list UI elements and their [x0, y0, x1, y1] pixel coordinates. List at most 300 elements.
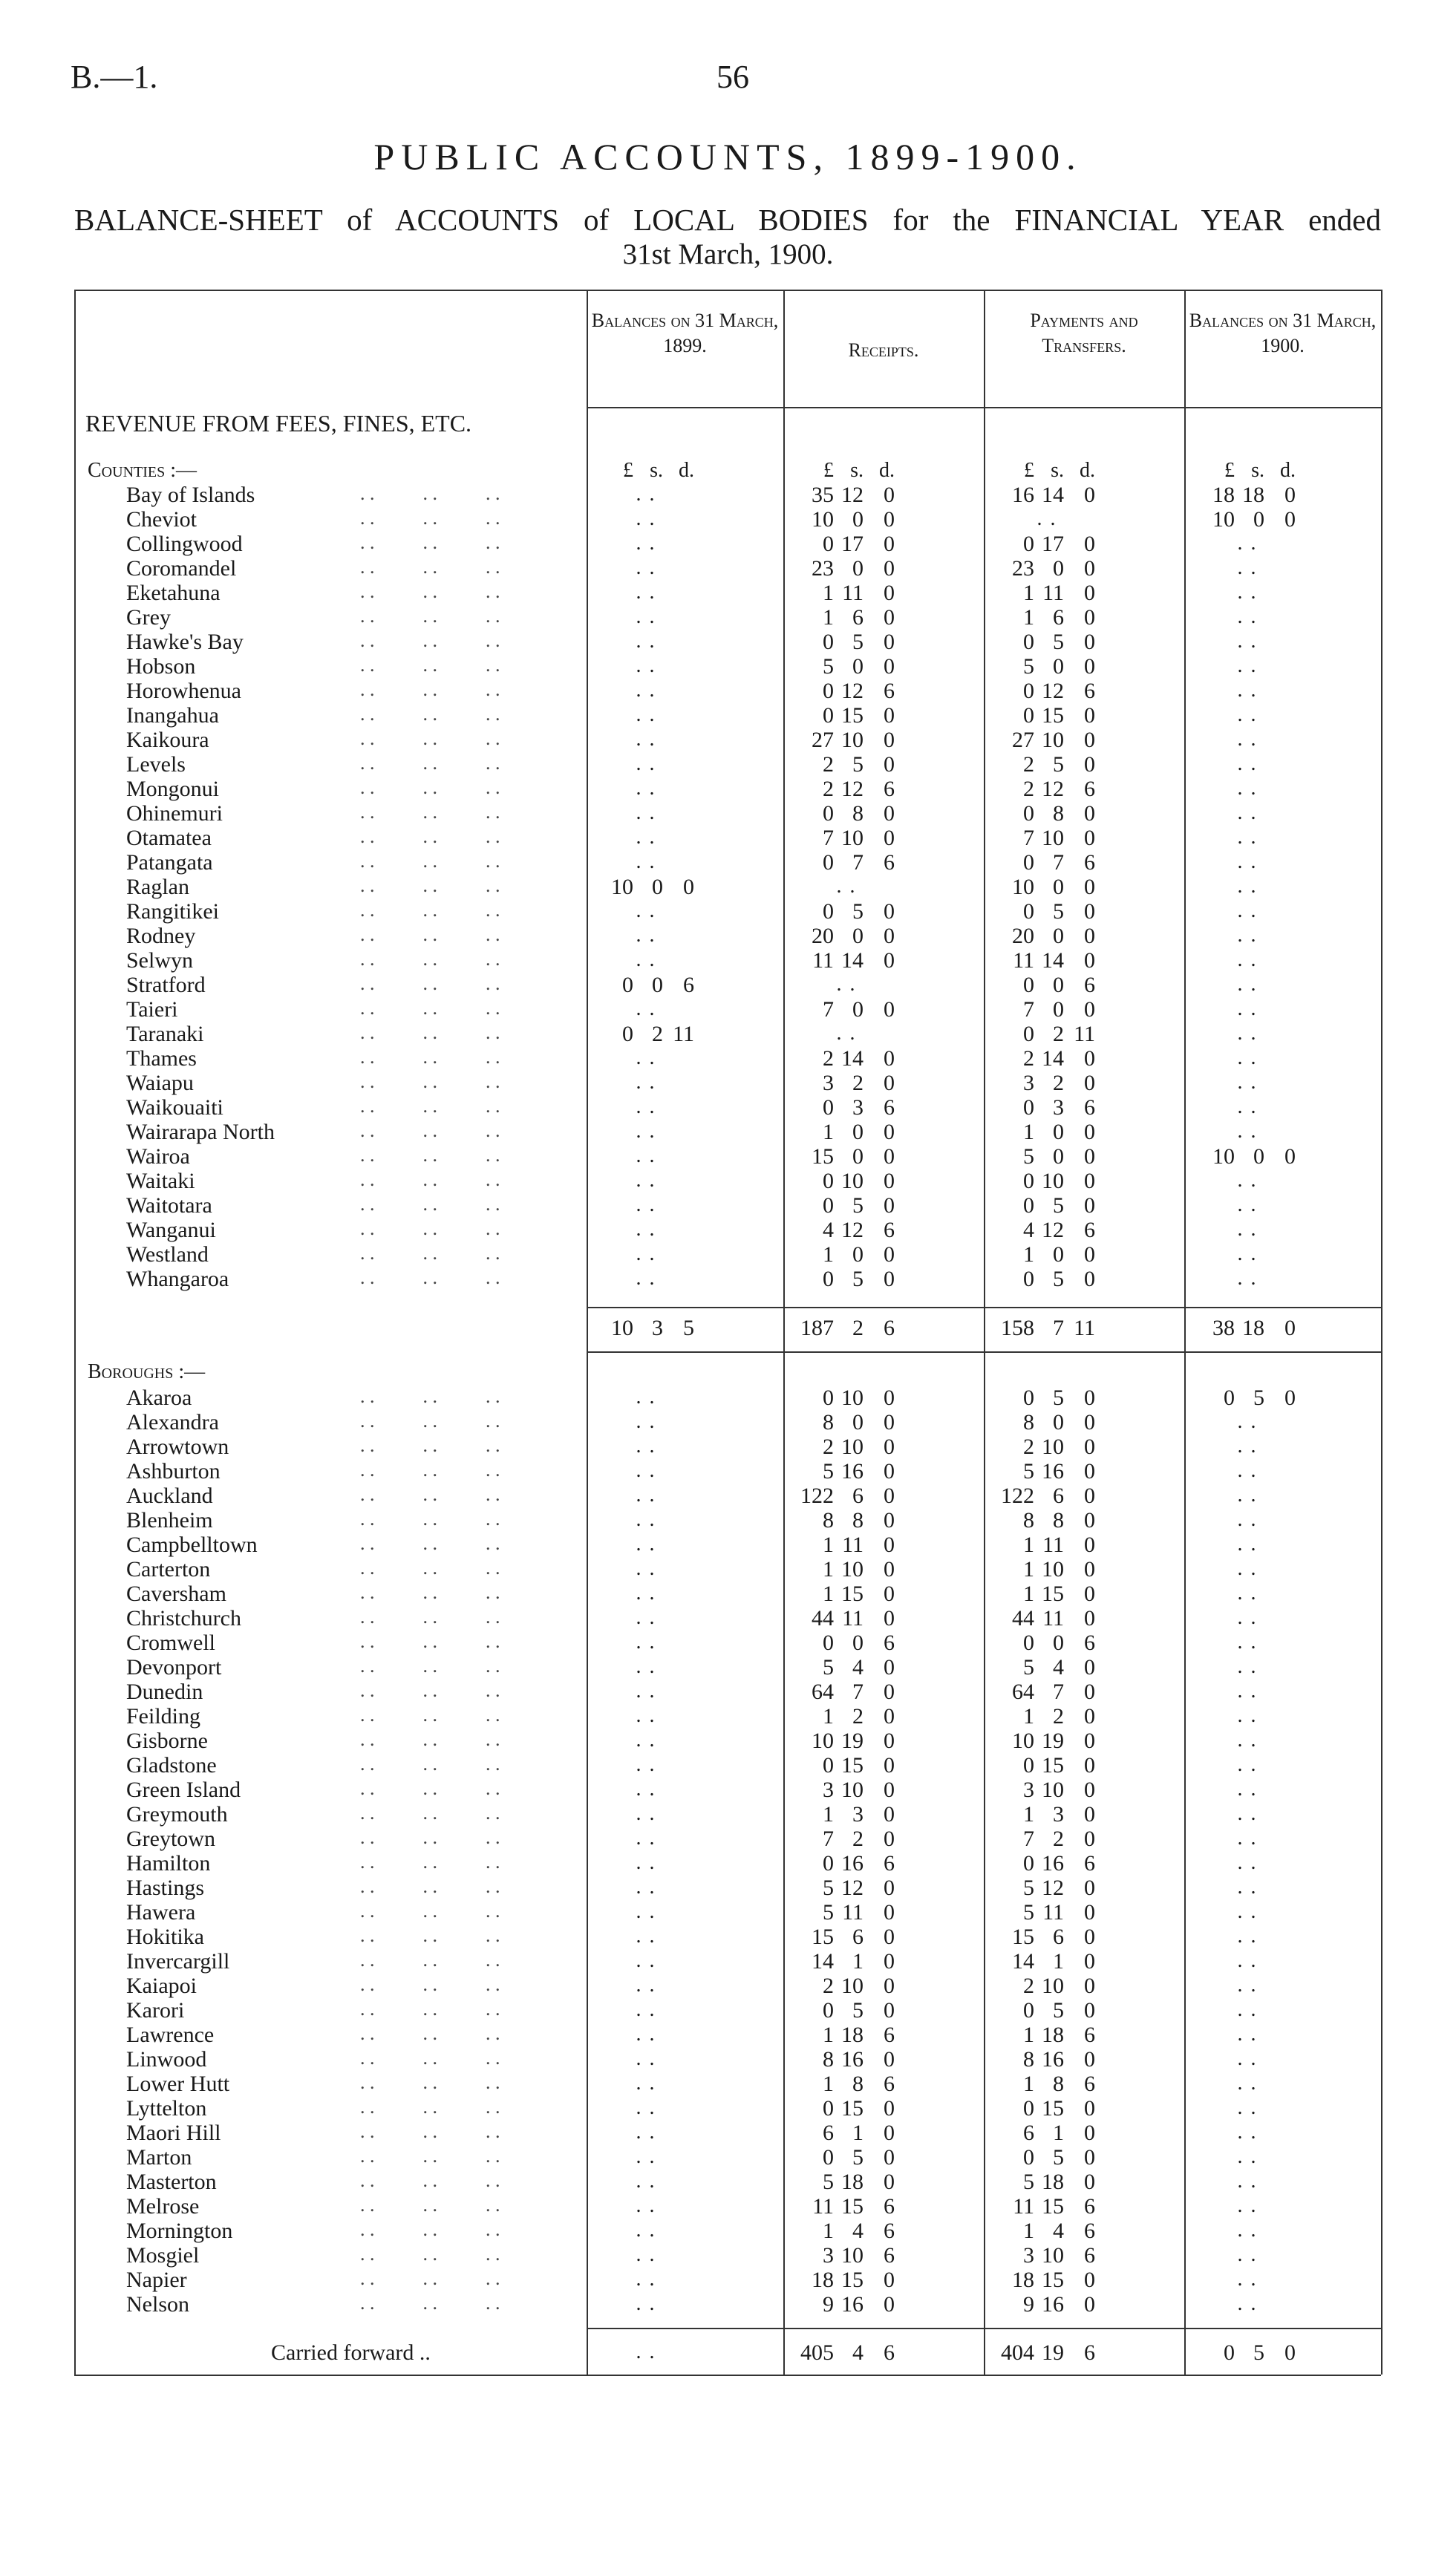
- leader-dots: . . . . . .: [360, 1998, 500, 2020]
- receipts-amount: [798, 1386, 895, 1410]
- carried-forward-payments-pounds: 404: [1001, 2340, 1034, 2365]
- header-balances-1900: Balances on 31 March, 1900.: [1189, 310, 1377, 356]
- balance-1899-pence: 6: [683, 973, 694, 997]
- payments-pounds: 1: [1023, 1802, 1034, 1827]
- receipts-pounds: 0: [823, 850, 834, 875]
- payments-pounds: 8: [1023, 1508, 1034, 1533]
- currency-unit: d.: [1080, 459, 1095, 482]
- payments-pounds: 0: [1023, 1193, 1034, 1218]
- borough-row-name: Green Island: [126, 1778, 241, 1802]
- balance-1900-blank: . .: [1237, 679, 1258, 702]
- payments-amount: [999, 2096, 1095, 2121]
- receipts-pounds: 0: [823, 1193, 834, 1218]
- receipts-shillings: 15: [841, 1582, 864, 1606]
- receipts-pounds: 9: [823, 2292, 834, 2317]
- payments-pounds: 2: [1023, 777, 1034, 801]
- receipts-pounds: 5: [823, 1900, 834, 1925]
- payments-amount: [999, 2194, 1095, 2219]
- payments-shillings: 11: [1042, 1606, 1064, 1631]
- balance-1900-blank: . .: [1237, 1876, 1258, 1899]
- receipts-amount: [798, 1778, 895, 1802]
- receipts-shillings: 10: [841, 1386, 864, 1410]
- receipts-pounds: 0: [823, 2145, 834, 2170]
- header-receipts: Receipts.: [848, 339, 919, 361]
- borough-row-name: Gladstone: [126, 1753, 217, 1778]
- balance-1899-blank: . .: [636, 1267, 656, 1290]
- county-total-b1900-pence: 0: [1284, 1316, 1296, 1340]
- payments-amount: [999, 1925, 1095, 1949]
- balance-1899-blank: . .: [636, 1655, 656, 1678]
- leader-dots: . . . . . .: [360, 2023, 500, 2044]
- payments-pence: 0: [1084, 1508, 1095, 1533]
- payments-pence: 0: [1084, 752, 1095, 777]
- balance-1900-blank: . .: [1237, 1022, 1258, 1045]
- balance-1900-blank: . .: [1237, 850, 1258, 873]
- receipts-pounds: 1: [823, 1242, 834, 1267]
- payments-amount: [999, 1851, 1095, 1876]
- receipts-shillings: 16: [841, 2292, 864, 2317]
- payments-amount: [999, 1900, 1095, 1925]
- receipts-amount: [798, 1169, 895, 1193]
- county-row-name: Stratford: [126, 973, 206, 997]
- county-row-name: Wairarapa North: [126, 1120, 275, 1144]
- balance-1899-blank: . .: [636, 556, 656, 579]
- leader-dots: . . . . . .: [360, 1218, 500, 1239]
- receipts-shillings: 5: [852, 1193, 864, 1218]
- payments-shillings: 0: [1053, 997, 1064, 1022]
- payments-amount: [999, 752, 1095, 777]
- receipts-shillings: 2: [852, 1827, 864, 1851]
- payments-pounds: 20: [1012, 924, 1034, 948]
- leader-dots: . . . . . .: [360, 1851, 500, 1873]
- payments-amount: [999, 679, 1095, 703]
- balance-1900-blank: . .: [1237, 1753, 1258, 1776]
- balance-1900-blank: . .: [1237, 2096, 1258, 2119]
- balance-1899-blank: . .: [636, 1778, 656, 1801]
- county-total-receipts-pounds: 187: [800, 1316, 834, 1340]
- payments-pounds: 1: [1023, 1533, 1034, 1557]
- payments-shillings: 10: [1042, 1435, 1064, 1459]
- receipts-amount: [798, 1974, 895, 1998]
- receipts-shillings: 0: [852, 1631, 864, 1655]
- receipts-amount: [798, 1631, 895, 1655]
- receipts-shillings: 16: [841, 2047, 864, 2072]
- payments-amount: [999, 1144, 1095, 1169]
- receipts-shillings: 3: [852, 1802, 864, 1827]
- receipts-amount: [798, 1095, 895, 1120]
- leader-dots: . . . . . .: [360, 654, 500, 676]
- balance-1900-blank: . .: [1237, 1974, 1258, 1997]
- balance-1899-pence: 11: [673, 1022, 694, 1046]
- balance-1900-blank: . .: [1237, 2292, 1258, 2315]
- balance-1900-shillings: 0: [1253, 507, 1264, 532]
- payments-pounds: 11: [1013, 948, 1034, 973]
- page-number: 56: [716, 59, 749, 95]
- county-row-name: Eketahuna: [126, 581, 221, 605]
- balance-1899-blank: . .: [636, 1533, 656, 1556]
- receipts-amount: [798, 2170, 895, 2194]
- receipts-pounds: 2: [823, 1435, 834, 1459]
- payments-shillings: 18: [1042, 2170, 1064, 2194]
- balance-1900-blank: . .: [1237, 1949, 1258, 1972]
- receipts-pence: 0: [884, 1484, 895, 1508]
- receipts-shillings: 10: [841, 1974, 864, 1998]
- receipts-pence: 0: [884, 924, 895, 948]
- payments-pence: 0: [1084, 801, 1095, 826]
- receipts-amount: [798, 507, 895, 532]
- balance-1899-blank: . .: [636, 630, 656, 653]
- leader-dots: . . . . . .: [360, 1022, 500, 1043]
- balance-1900-pounds: 10: [1212, 1144, 1235, 1169]
- payments-pence: 0: [1084, 1974, 1095, 1998]
- receipts-amount: [798, 2096, 895, 2121]
- leader-dots: . . . . . .: [360, 924, 500, 945]
- payments-pence: 11: [1074, 1022, 1095, 1046]
- receipts-pence: 0: [884, 1046, 895, 1071]
- balance-1900-blank: . .: [1237, 899, 1258, 922]
- payments-shillings: 1: [1053, 1949, 1064, 1974]
- payments-amount: [999, 1876, 1095, 1900]
- borough-row-name: Christchurch: [126, 1606, 241, 1631]
- borough-row-name: Arrowtown: [126, 1435, 229, 1459]
- receipts-shillings: 2: [852, 1704, 864, 1729]
- receipts-pence: 0: [884, 801, 895, 826]
- receipts-pence: 0: [884, 483, 895, 507]
- currency-unit: d.: [1280, 459, 1296, 482]
- payments-amount: [999, 1218, 1095, 1242]
- receipts-amount: [798, 1655, 895, 1680]
- receipts-pounds: 2: [823, 752, 834, 777]
- receipts-pence: 0: [884, 1144, 895, 1169]
- payments-pence: 0: [1084, 1410, 1095, 1435]
- receipts-shillings: 8: [852, 2072, 864, 2096]
- leader-dots: . . . . . .: [360, 1533, 500, 1554]
- balance-1900-blank: . .: [1237, 1704, 1258, 1727]
- county-row-name: Ohinemuri: [126, 801, 223, 826]
- receipts-pounds: 0: [823, 1267, 834, 1291]
- receipts-shillings: 10: [841, 1778, 864, 1802]
- balance-1899-blank: . .: [636, 1606, 656, 1629]
- leader-dots: . . . . . .: [360, 1631, 500, 1652]
- balance-1900-blank: . .: [1237, 801, 1258, 824]
- payments-shillings: 15: [1042, 703, 1064, 728]
- leader-dots: . . . . . .: [360, 777, 500, 798]
- receipts-shillings: 12: [841, 679, 864, 703]
- county-row-name: Kaikoura: [126, 728, 209, 752]
- receipts-amount: [798, 2121, 895, 2145]
- receipts-pounds: 0: [823, 1631, 834, 1655]
- balance-1900-amount: [1199, 1144, 1296, 1169]
- county-row-name: Mongonui: [126, 777, 220, 801]
- payments-pounds: 0: [1023, 1095, 1034, 1120]
- receipts-amount: [798, 1242, 895, 1267]
- payments-pounds: 5: [1023, 1900, 1034, 1925]
- payments-shillings: 5: [1053, 1998, 1064, 2023]
- payments-pence: 6: [1084, 850, 1095, 875]
- balance-1900-amount: [1199, 483, 1296, 507]
- payments-pence: 0: [1084, 1704, 1095, 1729]
- payments-amount: [999, 2145, 1095, 2170]
- receipts-blank: . .: [836, 1022, 857, 1045]
- currency-units-row: [598, 459, 694, 483]
- county-row-name: Cheviot: [126, 507, 197, 532]
- payments-amount: [999, 1606, 1095, 1631]
- receipts-pence: 0: [884, 1386, 895, 1410]
- receipts-amount: [798, 532, 895, 556]
- leader-dots: . . . . . .: [360, 679, 500, 700]
- receipts-shillings: 11: [842, 1606, 864, 1631]
- currency-unit: s.: [1051, 459, 1064, 482]
- receipts-pence: 0: [884, 997, 895, 1022]
- receipts-pence: 0: [884, 1557, 895, 1582]
- borough-row-name: Devonport: [126, 1655, 222, 1680]
- balance-1899-blank: . .: [636, 483, 656, 506]
- receipts-shillings: 17: [841, 532, 864, 556]
- leader-dots: . . . . . .: [360, 2268, 500, 2289]
- payments-pounds: 0: [1023, 2096, 1034, 2121]
- receipts-pence: 0: [884, 728, 895, 752]
- leader-dots: . . . . . .: [360, 826, 500, 847]
- payments-amount: [999, 850, 1095, 875]
- payments-shillings: 11: [1042, 581, 1064, 605]
- receipts-pence: 0: [884, 1876, 895, 1900]
- receipts-pence: 0: [884, 2292, 895, 2317]
- county-row-name: Waiapu: [126, 1071, 194, 1095]
- payments-pounds: 3: [1023, 2243, 1034, 2268]
- payments-pence: 0: [1084, 532, 1095, 556]
- balance-1899-blank: . .: [636, 1802, 656, 1825]
- document-reference: B.—1.: [71, 59, 158, 95]
- receipts-pence: 0: [884, 1533, 895, 1557]
- receipts-pounds: 18: [812, 2268, 834, 2292]
- payments-pence: 0: [1084, 581, 1095, 605]
- leader-dots: . . . . . .: [360, 899, 500, 921]
- receipts-amount: [798, 1046, 895, 1071]
- receipts-shillings: 1: [852, 2121, 864, 2145]
- county-row-name: Wanganui: [126, 1218, 216, 1242]
- balance-1899-amount: [598, 875, 694, 899]
- balance-1900-blank: . .: [1237, 826, 1258, 849]
- receipts-amount: [798, 1949, 895, 1974]
- payments-shillings: 5: [1053, 1193, 1064, 1218]
- receipts-pence: 0: [884, 1242, 895, 1267]
- balance-1900-blank: . .: [1237, 924, 1258, 947]
- leader-dots: . . . . . .: [360, 581, 500, 602]
- receipts-shillings: 7: [852, 850, 864, 875]
- payments-pounds: 0: [1023, 899, 1034, 924]
- borough-row-name: Marton: [126, 2145, 192, 2170]
- leader-dots: . . . . . .: [360, 1120, 500, 1141]
- currency-unit: £: [823, 459, 834, 482]
- receipts-amount: [798, 1582, 895, 1606]
- balance-1900-blank: . .: [1237, 2219, 1258, 2242]
- receipts-amount: [798, 1753, 895, 1778]
- receipts-shillings: 4: [852, 1655, 864, 1680]
- payments-amount: [999, 581, 1095, 605]
- payments-pounds: 9: [1023, 2292, 1034, 2317]
- receipts-pence: 0: [884, 899, 895, 924]
- leader-dots: . . . . . .: [360, 630, 500, 651]
- receipts-shillings: 6: [852, 1925, 864, 1949]
- balance-1899-blank: . .: [636, 1046, 656, 1069]
- payments-shillings: 16: [1042, 2292, 1064, 2317]
- borough-row-name: Napier: [126, 2268, 187, 2292]
- column-rule: [1184, 290, 1186, 2375]
- receipts-pounds: 1: [823, 581, 834, 605]
- payments-amount: [999, 1508, 1095, 1533]
- receipts-shillings: 11: [842, 1900, 864, 1925]
- payments-amount: [999, 1655, 1095, 1680]
- payments-pounds: 7: [1023, 997, 1034, 1022]
- currency-unit: s.: [650, 459, 663, 482]
- balance-1900-blank: . .: [1237, 1435, 1258, 1458]
- receipts-pounds: 7: [823, 1827, 834, 1851]
- payments-shillings: 14: [1042, 483, 1064, 507]
- leader-dots: . . . . . .: [360, 2292, 500, 2314]
- receipts-shillings: 0: [852, 1144, 864, 1169]
- balance-1899-blank: . .: [636, 2170, 656, 2193]
- payments-amount: [999, 948, 1095, 973]
- header-balances-1899: Balances on 31 March, 1899.: [591, 310, 779, 356]
- payments-pence: 0: [1084, 2145, 1095, 2170]
- borough-row-name: Hastings: [126, 1876, 204, 1900]
- payments-pence: 0: [1084, 703, 1095, 728]
- balance-1899-blank: . .: [636, 679, 656, 702]
- balance-1900-blank: . .: [1237, 2268, 1258, 2291]
- receipts-pence: 0: [884, 2145, 895, 2170]
- balance-1899-blank: . .: [636, 2194, 656, 2217]
- leader-dots: . . . . . .: [360, 1974, 500, 1995]
- payments-amount: [999, 703, 1095, 728]
- table-bottom-rule: [74, 2375, 1381, 2376]
- balance-1900-blank: . .: [1237, 605, 1258, 628]
- balance-1900-blank: . .: [1237, 1680, 1258, 1703]
- balance-1900-blank: . .: [1237, 2194, 1258, 2217]
- payments-amount: [999, 532, 1095, 556]
- receipts-pounds: 0: [823, 1386, 834, 1410]
- receipts-pence: 0: [884, 1655, 895, 1680]
- payments-shillings: 0: [1053, 875, 1064, 899]
- receipts-pence: 6: [884, 679, 895, 703]
- payments-pounds: 2: [1023, 752, 1034, 777]
- receipts-pence: 0: [884, 2047, 895, 2072]
- balance-1900-pence: 0: [1284, 507, 1296, 532]
- leader-dots: . . . . . .: [360, 2170, 500, 2191]
- receipts-shillings: 5: [852, 1267, 864, 1291]
- borough-row-name: Hawera: [126, 1900, 196, 1925]
- leader-dots: . . . . . .: [360, 1704, 500, 1726]
- payments-amount: [999, 1680, 1095, 1704]
- balance-1900-blank: . .: [1237, 1533, 1258, 1556]
- balance-1899-blank: . .: [636, 1949, 656, 1972]
- payments-pounds: 23: [1012, 556, 1034, 581]
- receipts-pence: 0: [884, 1459, 895, 1484]
- receipts-pounds: 1: [823, 1802, 834, 1827]
- payments-pence: 0: [1084, 1949, 1095, 1974]
- payments-pence: 0: [1084, 2047, 1095, 2072]
- balance-1900-blank: . .: [1237, 1169, 1258, 1192]
- county-row-name: Bay of Islands: [126, 483, 255, 507]
- payments-shillings: 10: [1042, 728, 1064, 752]
- borough-row-name: Dunedin: [126, 1680, 203, 1704]
- leader-dots: . . . . . .: [360, 1949, 500, 1971]
- receipts-shillings: 10: [841, 728, 864, 752]
- payments-amount: [999, 728, 1095, 752]
- payments-shillings: 15: [1042, 2096, 1064, 2121]
- payments-pounds: 7: [1023, 826, 1034, 850]
- receipts-pence: 6: [884, 1851, 895, 1876]
- receipts-pence: 0: [884, 1267, 895, 1291]
- county-row-name: Patangata: [126, 850, 213, 875]
- carried-forward-receipts-pence: 6: [884, 2340, 895, 2365]
- balance-1899-blank: . .: [636, 1169, 656, 1192]
- payments-pence: 6: [1084, 777, 1095, 801]
- leader-dots: . . . . . .: [360, 1655, 500, 1677]
- receipts-pounds: 0: [823, 1851, 834, 1876]
- receipts-pence: 0: [884, 581, 895, 605]
- receipts-pounds: 0: [823, 1169, 834, 1193]
- header-bottom-rule: [587, 407, 1381, 408]
- borough-row-name: Ashburton: [126, 1459, 221, 1484]
- currency-unit: £: [623, 459, 633, 482]
- balance-1899-blank: . .: [636, 1680, 656, 1703]
- receipts-amount: [798, 605, 895, 630]
- receipts-pounds: 122: [800, 1484, 834, 1508]
- receipts-pounds: 5: [823, 1876, 834, 1900]
- receipts-pounds: 7: [823, 997, 834, 1022]
- balance-1899-blank: . .: [636, 1729, 656, 1752]
- receipts-pounds: 6: [823, 2121, 834, 2145]
- county-row-name: Raglan: [126, 875, 189, 899]
- carried-forward-top-rule: [587, 2328, 1381, 2329]
- payments-amount: [999, 2023, 1095, 2047]
- payments-pence: 0: [1084, 1120, 1095, 1144]
- receipts-amount: [798, 679, 895, 703]
- payments-pounds: 18: [1012, 2268, 1034, 2292]
- balance-1899-blank: . .: [636, 1410, 656, 1433]
- payments-pence: 0: [1084, 1827, 1095, 1851]
- payments-shillings: 15: [1042, 1582, 1064, 1606]
- borough-row-name: Lawrence: [126, 2023, 215, 2047]
- balance-1900-blank: . .: [1237, 728, 1258, 751]
- payments-blank: . .: [1036, 507, 1057, 530]
- payments-shillings: 15: [1042, 1753, 1064, 1778]
- currency-unit: d.: [679, 459, 694, 482]
- payments-amount: [999, 1410, 1095, 1435]
- leader-dots: . . . . . .: [360, 1900, 500, 1922]
- receipts-amount: [798, 1606, 895, 1631]
- receipts-pence: 0: [884, 2121, 895, 2145]
- county-row-name: Wairoa: [126, 1144, 190, 1169]
- payments-pounds: 1: [1023, 2219, 1034, 2243]
- receipts-pounds: 4: [823, 1218, 834, 1242]
- carried-forward-b1900-shillings: 5: [1253, 2340, 1264, 2365]
- receipts-pence: 0: [884, 826, 895, 850]
- receipts-pounds: 0: [823, 630, 834, 654]
- carried-forward-payments-pence: 6: [1084, 2340, 1095, 2365]
- leader-dots: . . . . . .: [360, 1680, 500, 1701]
- payments-shillings: 0: [1053, 654, 1064, 679]
- balance-1900-blank: . .: [1237, 1120, 1258, 1143]
- balance-1900-blank: . .: [1237, 1557, 1258, 1580]
- balance-1900-blank: . .: [1237, 1851, 1258, 1874]
- receipts-shillings: 10: [841, 2243, 864, 2268]
- payments-shillings: 10: [1042, 1974, 1064, 1998]
- borough-row-name: Hokitika: [126, 1925, 204, 1949]
- county-row-name: Thames: [126, 1046, 197, 1071]
- payments-pounds: 8: [1023, 2047, 1034, 2072]
- balance-1899-pounds: 0: [622, 1022, 633, 1046]
